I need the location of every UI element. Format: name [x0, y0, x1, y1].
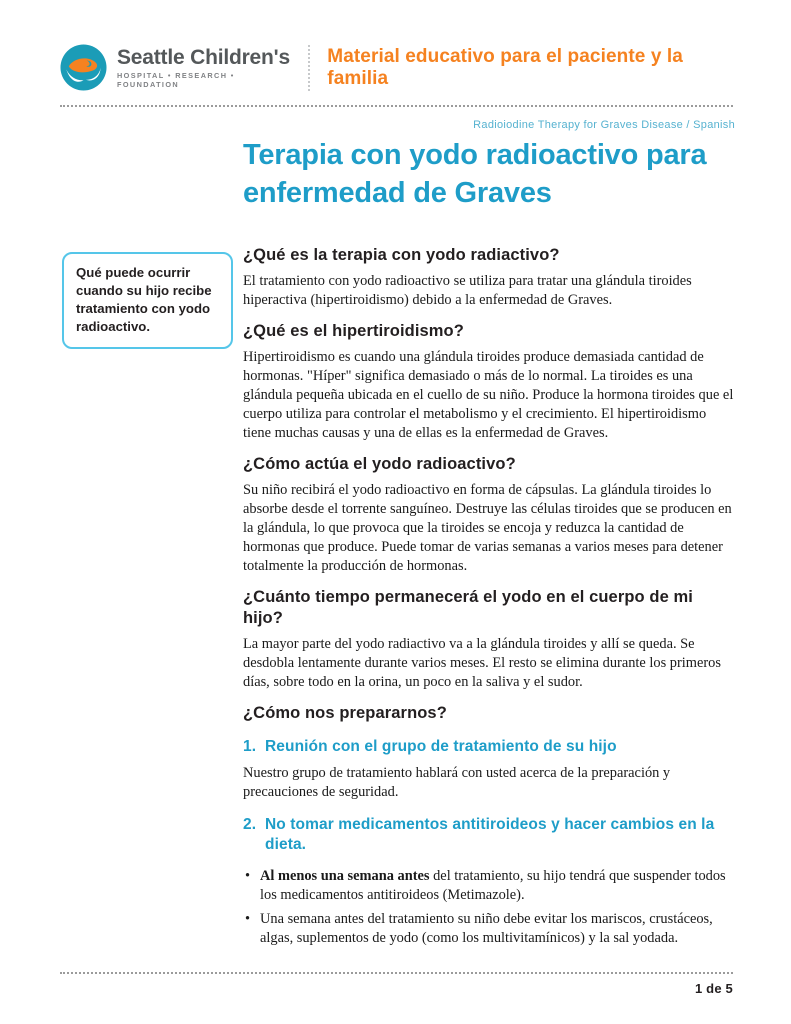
page-title: Terapia con yodo radioactivo para enfermedad de Graves — [243, 139, 707, 209]
step-number: 2. — [243, 816, 257, 833]
brand-tagline: HOSPITAL • RESEARCH • FOUNDATION — [117, 71, 235, 89]
page-number: 1 de 5 — [694, 981, 733, 996]
section-heading-5: ¿Cómo nos prepararnos? — [243, 704, 447, 722]
step-label: Reunión con el grupo de tratamiento de su hijo — [265, 738, 617, 755]
sidebar-callout: Qué puede ocurrir cuando su hijo recibe tratamiento con yodo radioactivo. — [62, 252, 233, 349]
footer — [60, 972, 733, 996]
bottom-dotted-rule — [60, 972, 733, 974]
top-dotted-rule — [60, 105, 733, 107]
brand-block — [117, 46, 293, 89]
section-body-4: La mayor parte del yodo radiactivo va a la glándula tiroides y allí se queda. Se desdobla lentamente durante varios meses. El resto se elimina durante los primeros días, sobre todo en la orina, un poco en la saliva y el sudor. — [243, 636, 721, 690]
header — [0, 0, 791, 91]
doc-language-label: Radioiodine Therapy for Graves Disease / Spanish — [473, 119, 735, 131]
bullet-icon: • — [245, 911, 251, 927]
bullet-list — [243, 867, 735, 948]
main-content — [243, 119, 735, 948]
section-body-2: Hipertiroidismo es cuando una glándula tiroides produce demasiada cantidad de hormonas. "Híper" significa demasiado o más de lo normal. La tiroides es una glándula pequeña ubicada en el cuello de su niño. Produce la hormona tiroides que el cuerpo utiliza para controlar el metabolismo y el crecimiento. El hipertiroidismo tiene muchas causas y una de ellas es la enfermedad de Graves. — [243, 349, 734, 441]
section-heading-2: ¿Qué es el hipertiroidismo? — [243, 322, 464, 340]
step-heading-1 — [243, 737, 735, 757]
list-item — [243, 867, 735, 905]
step-heading-2 — [243, 815, 735, 855]
list-item-bold-lead: Al menos una semana antes — [260, 868, 430, 884]
step-body-1: Nuestro grupo de tratamiento hablará con usted acerca de la preparación y precauciones de seguridad. — [243, 765, 671, 800]
section-heading-3: ¿Cómo actúa el yodo radioactivo? — [243, 455, 516, 473]
bullet-icon: • — [245, 868, 251, 884]
section-body-1: El tratamiento con yodo radioactivo se utiliza para tratar una glándula tiroides hiperactiva (hipertiroidismo) debido a la enfermedad de Graves. — [243, 273, 692, 308]
section-heading-1: ¿Qué es la terapia con yodo radiactivo? — [243, 246, 560, 264]
list-item-rest: del tratamiento, su hijo tendrá que suspender todos los medicamentos antitiroideos (Metimazole). — [260, 868, 726, 903]
list-item-text — [260, 910, 735, 948]
step-number: 1. — [243, 738, 257, 755]
section-body-3: Su niño recibirá el yodo radioactivo en forma de cápsulas. La glándula tiroides lo absorbe desde el torrente sanguíneo. Destruye las células tiroides que se producen en la glándula, lo que provoca que la tiroides se encoja y reduzca la cantidad de hormonas que produce. Puede tomar de varias semanas a varios meses para detener totalmente la producción de hormonas. — [243, 482, 732, 574]
header-banner: Material educativo para el paciente y la familia — [327, 45, 683, 89]
section-heading-4: ¿Cuánto tiempo permanecerá el yodo en el cuerpo de mi hijo? — [243, 588, 693, 627]
list-item-text — [260, 867, 735, 905]
seattle-childrens-logo-icon — [60, 44, 107, 91]
brand-name: Seattle Children's — [117, 46, 290, 69]
list-item-rest: Una semana antes del tratamiento su niño debe evitar los mariscos, crustáceos, algas, suplementos de yodo (como los multivitamínicos) y la sal yodada. — [260, 911, 713, 946]
header-divider — [308, 45, 310, 91]
list-item — [243, 910, 735, 948]
step-label: No tomar medicamentos antitiroideos y hacer cambios en la dieta. — [265, 816, 715, 853]
